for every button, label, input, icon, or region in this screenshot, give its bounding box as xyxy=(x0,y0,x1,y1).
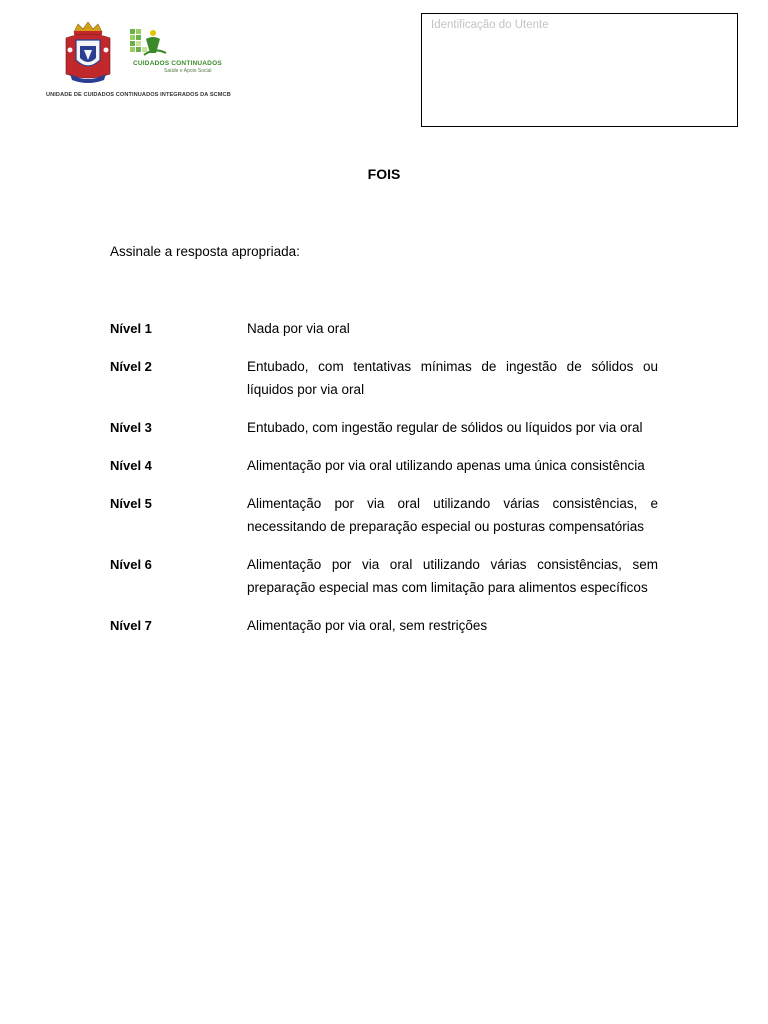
instruction-text: Assinale a resposta apropriada: xyxy=(110,244,300,259)
level-description: Entubado, com ingestão regular de sólidos ou líquidos por via oral xyxy=(247,420,643,435)
cuidados-continuados-logo xyxy=(116,23,230,85)
santa-casa-crest-icon xyxy=(60,20,116,86)
level-row xyxy=(110,454,658,477)
partner-logo-subtitle: Saúde e Apoio Social xyxy=(164,68,212,74)
level-row xyxy=(110,553,658,599)
level-description: Alimentação por via oral utilizando várias consistências, e necessitando de preparação especial ou posturas compensatórias xyxy=(247,496,658,534)
header-logos xyxy=(60,20,240,88)
level-label: Nível 7 xyxy=(110,618,152,633)
page-title: FOIS xyxy=(367,166,401,182)
level-row xyxy=(110,355,658,401)
level-description: Entubado, com tentativas mínimas de ingestão de sólidos ou líquidos por via oral xyxy=(247,359,658,397)
level-label: Nível 3 xyxy=(110,420,152,435)
cuidados-continuados-mark-icon xyxy=(116,23,230,85)
level-description: Alimentação por via oral utilizando várias consistências, sem preparação especial mas com limitação para alimentos específicos xyxy=(247,557,658,595)
unit-caption: UNIDADE DE CUIDADOS CONTINUADOS INTEGRADOS DA SCMCB xyxy=(46,92,231,98)
level-description: Alimentação por via oral utilizando apenas uma única consistência xyxy=(247,458,645,473)
level-row xyxy=(110,317,658,340)
level-row xyxy=(110,492,658,538)
level-description: Alimentação por via oral, sem restrições xyxy=(247,618,488,633)
patient-box-placeholder: Identificação do Utente xyxy=(431,19,549,31)
partner-logo-title: CUIDADOS CONTINUADOS xyxy=(133,60,222,67)
level-label: Nível 6 xyxy=(110,557,152,572)
level-label: Nível 5 xyxy=(110,496,152,511)
level-label: Nível 1 xyxy=(110,321,152,336)
patient-identification-box[interactable] xyxy=(421,13,738,127)
level-label: Nível 2 xyxy=(110,359,152,374)
level-label: Nível 4 xyxy=(110,458,152,473)
levels-list xyxy=(110,317,658,652)
level-description: Nada por via oral xyxy=(247,321,350,336)
level-row xyxy=(110,614,658,637)
level-row xyxy=(110,416,658,439)
